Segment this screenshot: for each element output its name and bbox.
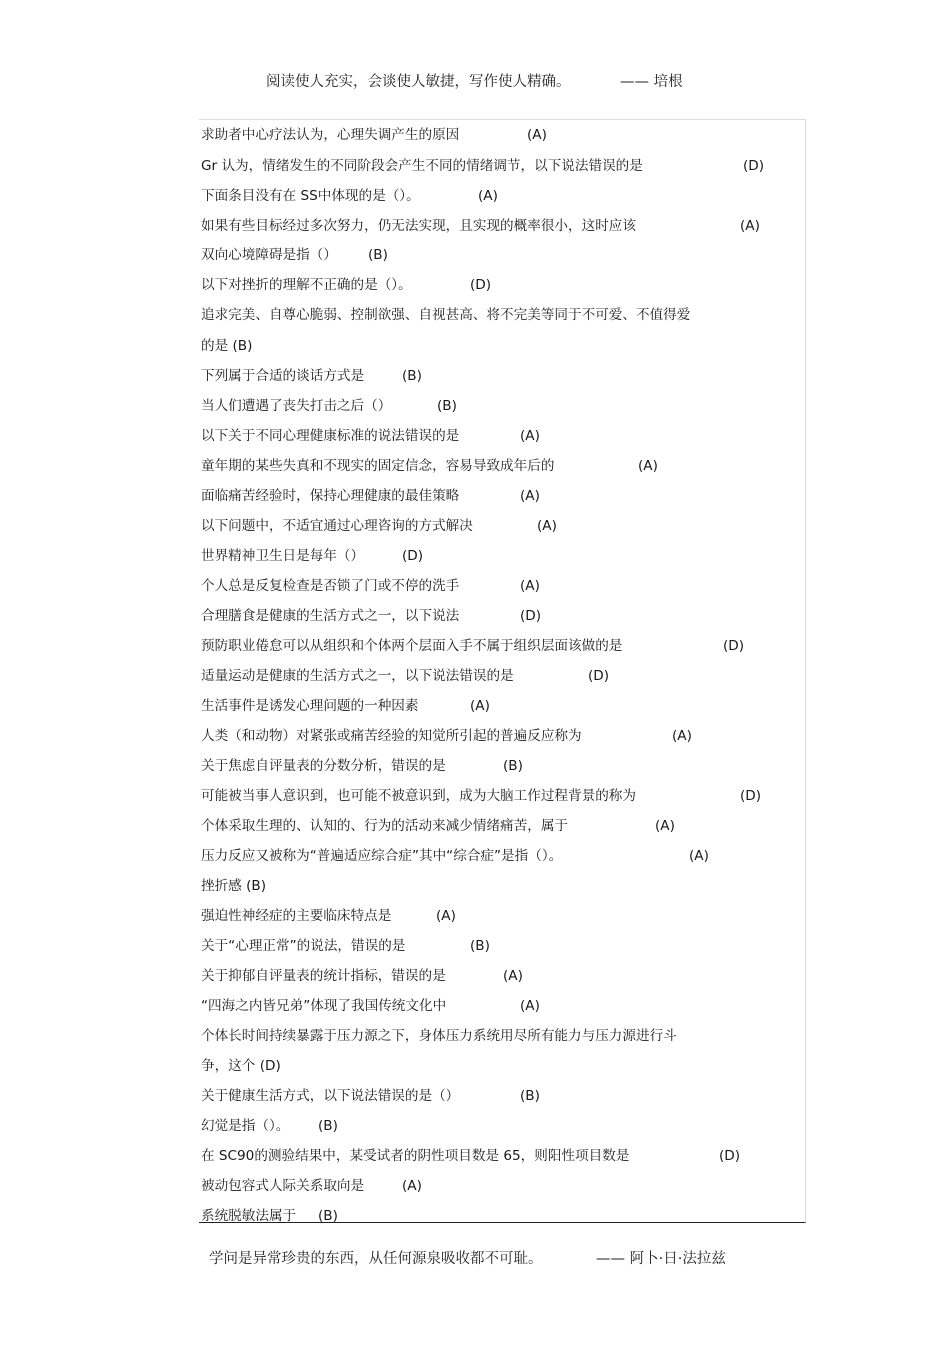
answer-label: (A) [740,218,760,234]
question-text: 预防职业倦怠可以从组织和个体两个层面入手不属于组织层面该做的是 [201,638,623,654]
question-text: 下列属于合适的谈话方式是 [201,368,365,384]
question-text: 在 SC90的测验结果中，某受试者的阴性项目数是 65，则阳性项目数是 [201,1148,630,1164]
question-row [201,876,266,896]
question-text: 下面条目没有在 SS中体现的是（）。 [201,188,420,204]
answer-label: (A) [520,578,540,594]
question-text: 争，这个 (D) [201,1058,281,1074]
question-row [201,756,523,776]
answer-label: (A) [672,728,692,744]
answer-label: (B) [318,1118,338,1134]
answer-label: (A) [537,518,557,534]
question-row [201,786,762,806]
answer-label: (B) [503,758,523,774]
answer-label: (B) [402,368,422,384]
answer-label: (A) [520,428,540,444]
question-row [201,156,765,176]
question-row [201,1056,281,1076]
question-text: 个体采取生理的、认知的、行为的活动来减少情绪痛苦，属于 [201,818,569,834]
answer-label: (D) [470,277,492,293]
answer-label: (D) [520,608,542,624]
answer-label: (A) [402,1178,422,1194]
answer-label: (D) [743,158,765,174]
question-row [201,1026,677,1046]
question-row [201,216,760,236]
question-row [201,456,658,476]
answer-label: (B) [470,938,490,954]
question-row [201,245,388,265]
question-text: 适量运动是健康的生活方式之一，以下说法错误的是 [201,668,514,684]
question-row [201,576,540,596]
question-row [201,636,745,656]
question-row [201,486,540,506]
answer-label: (A) [436,908,456,924]
question-text: 个人总是反复检查是否锁了门或不停的洗手 [201,578,460,594]
answer-label: (A) [655,818,675,834]
question-row [201,666,610,686]
question-row [201,816,675,836]
question-text: 的是 (B) [201,338,253,354]
answer-label: (A) [527,127,547,143]
answer-label: (D) [723,638,745,654]
question-row [201,516,557,536]
question-text: 以下关于不同心理健康标准的说法错误的是 [201,428,460,444]
question-row [201,125,547,145]
question-text: 追求完美、自尊心脆弱、控制欲强、自视甚高、将不完美等同于不可爱、不值得爱 [201,307,691,323]
question-row [201,996,540,1016]
question-text: 世界精神卫生日是每年（） [201,548,365,564]
question-text: “四海之内皆兄弟”体现了我国传统文化中 [201,998,447,1014]
question-row [201,1086,540,1106]
question-row [201,606,542,626]
question-text: 人类（和动物）对紧张或痛苦经验的知觉所引起的普遍反应称为 [201,728,582,744]
question-row [201,936,490,956]
question-text: Gr 认为，情绪发生的不同阶段会产生不同的情绪调节，以下说法错误的是 [201,158,643,174]
answer-label: (A) [520,488,540,504]
question-row [201,726,692,746]
question-row [201,846,709,866]
question-row [201,546,424,566]
answer-label: (A) [689,848,709,864]
question-text: 强迫性神经症的主要临床特点是 [201,908,392,924]
question-text: 童年期的某些失真和不现实的固定信念，容易导致成年后的 [201,458,555,474]
question-text: 系统脱敏法属于 [201,1208,297,1224]
question-text: 关于“心理正常”的说法，错误的是 [201,938,406,954]
question-text: 如果有些目标经过多次努力，仍无法实现，且实现的概率很小，这时应该 [201,218,636,234]
header-author: —— 培根 [620,74,683,90]
answer-label: (D) [740,788,762,804]
answer-label: (B) [318,1208,338,1224]
question-text: 关于焦虑自评量表的分数分析，错误的是 [201,758,446,774]
question-row [201,1176,422,1196]
answer-label: (A) [638,458,658,474]
question-text: 当人们遭遇了丧失打击之后（） [201,398,392,414]
answer-label: (B) [368,247,388,263]
answer-label: (A) [470,698,490,714]
answer-label: (B) [437,398,457,414]
answer-label: (B) [520,1088,540,1104]
question-row [201,396,457,416]
question-text: 以下对挫折的理解不正确的是（）。 [201,277,412,293]
answer-label: (D) [588,668,610,684]
question-row [201,366,422,386]
question-row [201,305,690,325]
question-text: 被动包容式人际关系取向是 [201,1178,365,1194]
question-text: 以下问题中，不适宜通过心理咨询的方式解决 [201,518,473,534]
answer-label: (D) [719,1148,741,1164]
question-row [201,336,252,356]
question-row [201,906,456,926]
question-text: 双向心境障碍是指（） [201,247,337,263]
question-text: 生活事件是诱发心理问题的一种因素 [201,698,419,714]
question-text: 个体长时间持续暴露于压力源之下，身体压力系统用尽所有能力与压力源进行斗 [201,1028,677,1044]
question-row [201,1116,338,1136]
question-text: 关于健康生活方式，以下说法错误的是（） [201,1088,460,1104]
question-text: 关于抑郁自评量表的统计指标，错误的是 [201,968,446,984]
question-text: 可能被当事人意识到，也可能不被意识到，成为大脑工作过程背景的称为 [201,788,636,804]
answer-label: (A) [520,998,540,1014]
question-text: 挫折感 (B) [201,878,267,894]
question-row [201,966,523,986]
question-row [201,1206,338,1226]
footer-author: —— 阿卜·日·法拉兹 [596,1251,726,1267]
header-quote: 阅读使人充实，会谈使人敏捷，写作使人精确。 [266,74,571,90]
question-text: 合理膳食是健康的生活方式之一，以下说法 [201,608,460,624]
answer-label: (A) [478,188,498,204]
question-row [201,275,492,295]
question-row [201,426,540,446]
question-text: 求助者中心疗法认为，心理失调产生的原因 [201,127,460,143]
question-row [201,186,498,206]
question-row [201,696,490,716]
question-text: 幻觉是指（）。 [201,1118,290,1134]
answer-label: (D) [402,548,424,564]
question-list [199,119,806,1223]
answer-label: (A) [503,968,523,984]
footer-quote: 学问是异常珍贵的东西，从任何源泉吸收都不可耻。 [209,1251,543,1267]
question-row [201,1146,741,1166]
question-text: 面临痛苦经验时，保持心理健康的最佳策略 [201,488,460,504]
question-text: 压力反应又被称为“普遍适应综合症”其中“综合症”是指（）。 [201,848,563,864]
